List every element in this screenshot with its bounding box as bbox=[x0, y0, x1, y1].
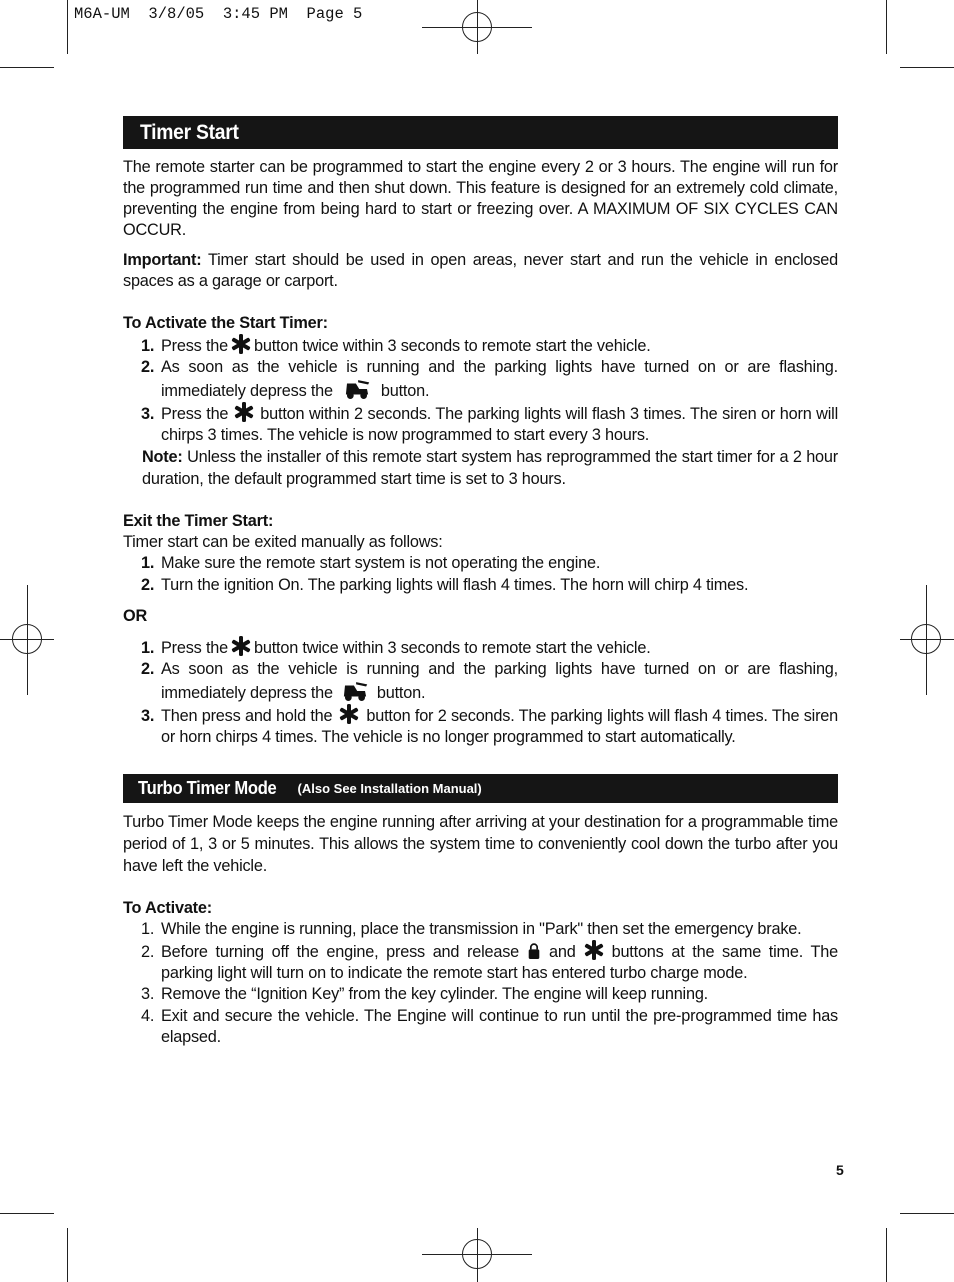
page-number: 5 bbox=[836, 1162, 844, 1178]
note-label: Note: bbox=[142, 448, 183, 467]
turbo-timer-header bbox=[123, 774, 838, 803]
important-label: Important: bbox=[123, 251, 202, 269]
exit-timer-heading: Exit the Timer Start: bbox=[123, 512, 274, 531]
page-content bbox=[123, 116, 838, 1048]
lock-icon bbox=[527, 942, 541, 960]
turbo-step-1: 1. While the engine is running, place the transmission in "Park" then set the emergency brake. bbox=[141, 919, 802, 938]
exit-intro: Timer start can be exited manually as follows: bbox=[123, 533, 443, 552]
exit-step-b3: 3. Then press and hold the button for 2 seconds. The parking lights will flash 4 times. The siren or horn chirps 4 times. The vehicle is no longer programmed to start automatically. bbox=[123, 704, 838, 749]
asterisk-icon bbox=[234, 402, 254, 422]
asterisk-icon bbox=[231, 334, 251, 354]
turbo-intro: Turbo Timer Mode keeps the engine running after arriving at your destination for a programmable time period of 1, 3 or 5 minutes. This allows the system time to conveniently cool down the turbo after you have left the vehicle. bbox=[123, 812, 838, 875]
turbo-activate-heading: To Activate: bbox=[123, 898, 212, 917]
turbo-step-4: 4. Exit and secure the vehicle. The Engine will continue to run until the pre-programmed time has elapsed. bbox=[141, 1006, 838, 1047]
timer-start-header bbox=[123, 116, 838, 149]
trunk-car-icon bbox=[343, 379, 371, 399]
activate-step-1: 1. Press the button twice within 3 seconds to remote start the vehicle. bbox=[123, 334, 838, 357]
activate-step-2: 2. As soon as the vehicle is running and the parking lights have turned on or are flashing. immediately depress the button. bbox=[141, 358, 838, 400]
note-paragraph bbox=[123, 446, 838, 490]
or-label: OR bbox=[123, 607, 148, 626]
note-text: Unless the installer of this remote start system has reprogrammed the start timer for a 2 hour duration, the default programmed start time is set to 3 hours. bbox=[142, 448, 838, 489]
timer-start-intro: The remote starter can be programmed to start the engine every 2 or 3 hours. The engine will run for the programmed run time and then shut down. This feature is designed for an extremely cold climate, preventing the engine from being hard to start or freezing over. A MAXIMUM OF SIX CYCLES CAN OCCUR. bbox=[123, 158, 838, 239]
asterisk-icon bbox=[231, 636, 251, 656]
turbo-step-3: 3. Remove the “Ignition Key” from the key cylinder. The engine will keep running. bbox=[141, 985, 709, 1004]
asterisk-icon bbox=[339, 704, 359, 724]
exit-step-b1: 1. Press the button twice within 3 seconds to remote start the vehicle. bbox=[123, 636, 838, 659]
activate-timer-heading: To Activate the Start Timer: bbox=[123, 314, 328, 332]
important-text: Timer start should be used in open areas, never start and run the vehicle in enclosed spaces as a garage or carport. bbox=[123, 251, 838, 290]
turbo-timer-subtitle: (Also See Installation Manual) bbox=[297, 780, 482, 796]
timer-start-title: Timer Start bbox=[140, 120, 239, 144]
important-paragraph bbox=[123, 250, 838, 292]
activate-step-3: 3. Press the button within 2 seconds. The parking lights will flash 3 times. The siren or horn will chirps 3 times. The vehicle is now programmed to start every 3 hours. bbox=[123, 402, 838, 447]
print-slug: M6A-UM 3/8/05 3:45 PM Page 5 bbox=[74, 5, 363, 23]
asterisk-icon bbox=[584, 940, 604, 960]
exit-step-a1: 1. Make sure the remote start system is not operating the engine. bbox=[141, 554, 601, 573]
exit-step-a2: 2. Turn the ignition On. The parking lights will flash 4 times. The horn will chirp 4 times. bbox=[141, 575, 749, 594]
exit-step-b2: 2. As soon as the vehicle is running and the parking lights have turned on or are flashing, immediately depress the button. bbox=[141, 660, 838, 702]
turbo-step-2: 2. Before turning off the engine, press and release and buttons at the same time. The parking light will turn on to indicate the remote start has entered turbo charge mode. bbox=[123, 940, 838, 985]
turbo-timer-title: Turbo Timer Mode bbox=[138, 777, 277, 798]
trunk-car-icon bbox=[341, 681, 369, 701]
